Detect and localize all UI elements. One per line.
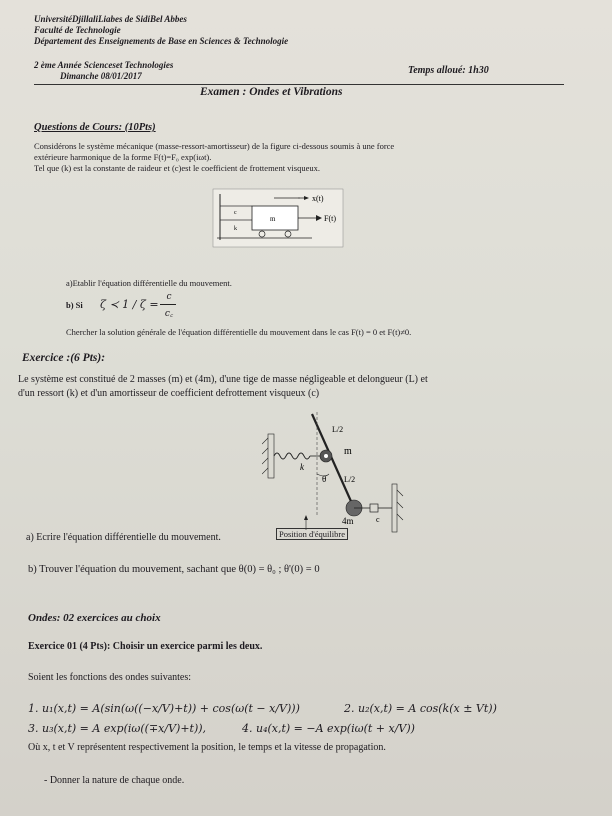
exercise-text-line1: Le système est constitué de 2 masses (m) et (4m), d'une tige de masse négligeable et delongueur (L) et bbox=[18, 374, 428, 385]
course-question-b-prefix: b) Si bbox=[66, 300, 83, 310]
exercise-question-a: a) Ecrire l'équation différentielle du mouvement. bbox=[26, 532, 221, 543]
wave-function-3: 3. u₃(x,t) = A exp(iω((∓x/V)+t)), bbox=[28, 722, 207, 735]
wave-function-4: 4. u₄(x,t) = −A exp(iω(t + x/V)) bbox=[242, 722, 415, 735]
damper-c-label: c bbox=[376, 515, 380, 524]
variables-definition: Où x, t et V représentent respectivement la position, le temps et la vitesse de propagation. bbox=[28, 742, 386, 753]
exercise-heading: Exercice :(6 Pts): bbox=[22, 352, 106, 364]
fraction-numerator: c bbox=[166, 292, 172, 302]
waves-intro: Soient les fonctions des ondes suivantes: bbox=[28, 672, 192, 683]
waves-task: - Donner la nature de chaque onde. bbox=[44, 775, 185, 786]
fraction-bar bbox=[160, 304, 176, 305]
course-intro-line2: extérieure harmonique de la forme F(t)=F₀ exp(iωt). bbox=[34, 152, 212, 162]
equilibrium-position-label: Position d'équilibre bbox=[276, 528, 348, 540]
spring-k-label: k bbox=[300, 462, 304, 472]
university-name: UniversitéDjillaliLiabes de SidiBel Abbes bbox=[34, 14, 187, 24]
force-label: F(t) bbox=[324, 214, 336, 223]
mass-top-label: m bbox=[344, 446, 352, 457]
spring-label: k bbox=[234, 226, 237, 232]
theta-label: θ bbox=[322, 474, 327, 484]
course-intro-line1: Considérons le système mécanique (masse-ressort-amortisseur) de la figure ci-dessous soumis à une force bbox=[34, 141, 395, 151]
department-name: Département des Enseignements de Base en Sciences & Technologie bbox=[34, 36, 289, 46]
level-text: 2 ème Année Scienceset Technologies bbox=[34, 60, 174, 70]
header-rule bbox=[34, 84, 564, 85]
exercise-question-b: b) Trouver l'équation du mouvement, sachant que θ(0) = θ₀ ; θ'(0) = 0 bbox=[28, 564, 320, 575]
wave-function-2: 2. u₂(x,t) = A cos(k(x ± Vt)) bbox=[344, 702, 497, 715]
faculty-name: Faculté de Technologie bbox=[34, 25, 121, 35]
exercise-text-line2: d'un ressort (k) et d'un amortisseur de coefficient defrottement visqueux (c) bbox=[18, 388, 320, 399]
time-allowed: Temps alloué: 1h30 bbox=[408, 65, 489, 76]
course-heading: Questions de Cours: (10Pts) bbox=[34, 122, 156, 133]
mass-spring-damper-figure bbox=[212, 188, 352, 250]
mass-bottom-label: 4m bbox=[342, 516, 354, 526]
exam-date: Dimanche 08/01/2017 bbox=[60, 71, 142, 81]
damper-label: c bbox=[234, 210, 237, 216]
exam-title: Examen : Ondes et Vibrations bbox=[200, 86, 343, 98]
pendulum-figure bbox=[262, 404, 412, 542]
half-length-top: L/2 bbox=[332, 425, 344, 434]
fraction-denominator: c꜀ bbox=[164, 309, 174, 319]
course-question-b-line2: Chercher la solution générale de l'équation différentielle du mouvement dans le cas F(t) = 0 et F(t)≠0. bbox=[66, 327, 412, 337]
half-length-bottom: L/2 bbox=[344, 475, 356, 484]
wave-function-1: 1. u₁(x,t) = A(sin(ω((−x/V)+t)) + cos(ω(t − x/V))) bbox=[28, 702, 300, 715]
mass-label: m bbox=[270, 215, 276, 223]
course-intro-line3: Tel que (k) est la constante de raideur et (c)est le coefficient de frottement visqueux. bbox=[34, 163, 321, 173]
damping-condition: ζ ≺ 1 / ζ = bbox=[100, 298, 159, 311]
x-label: x(t) bbox=[312, 194, 324, 203]
exercise01-heading: Exercice 01 (4 Pts): Choisir un exercice parmi les deux. bbox=[28, 641, 263, 652]
waves-heading: Ondes: 02 exercices au choix bbox=[28, 612, 161, 624]
course-question-a: a)Etablir l'équation différentielle du mouvement. bbox=[66, 278, 232, 288]
